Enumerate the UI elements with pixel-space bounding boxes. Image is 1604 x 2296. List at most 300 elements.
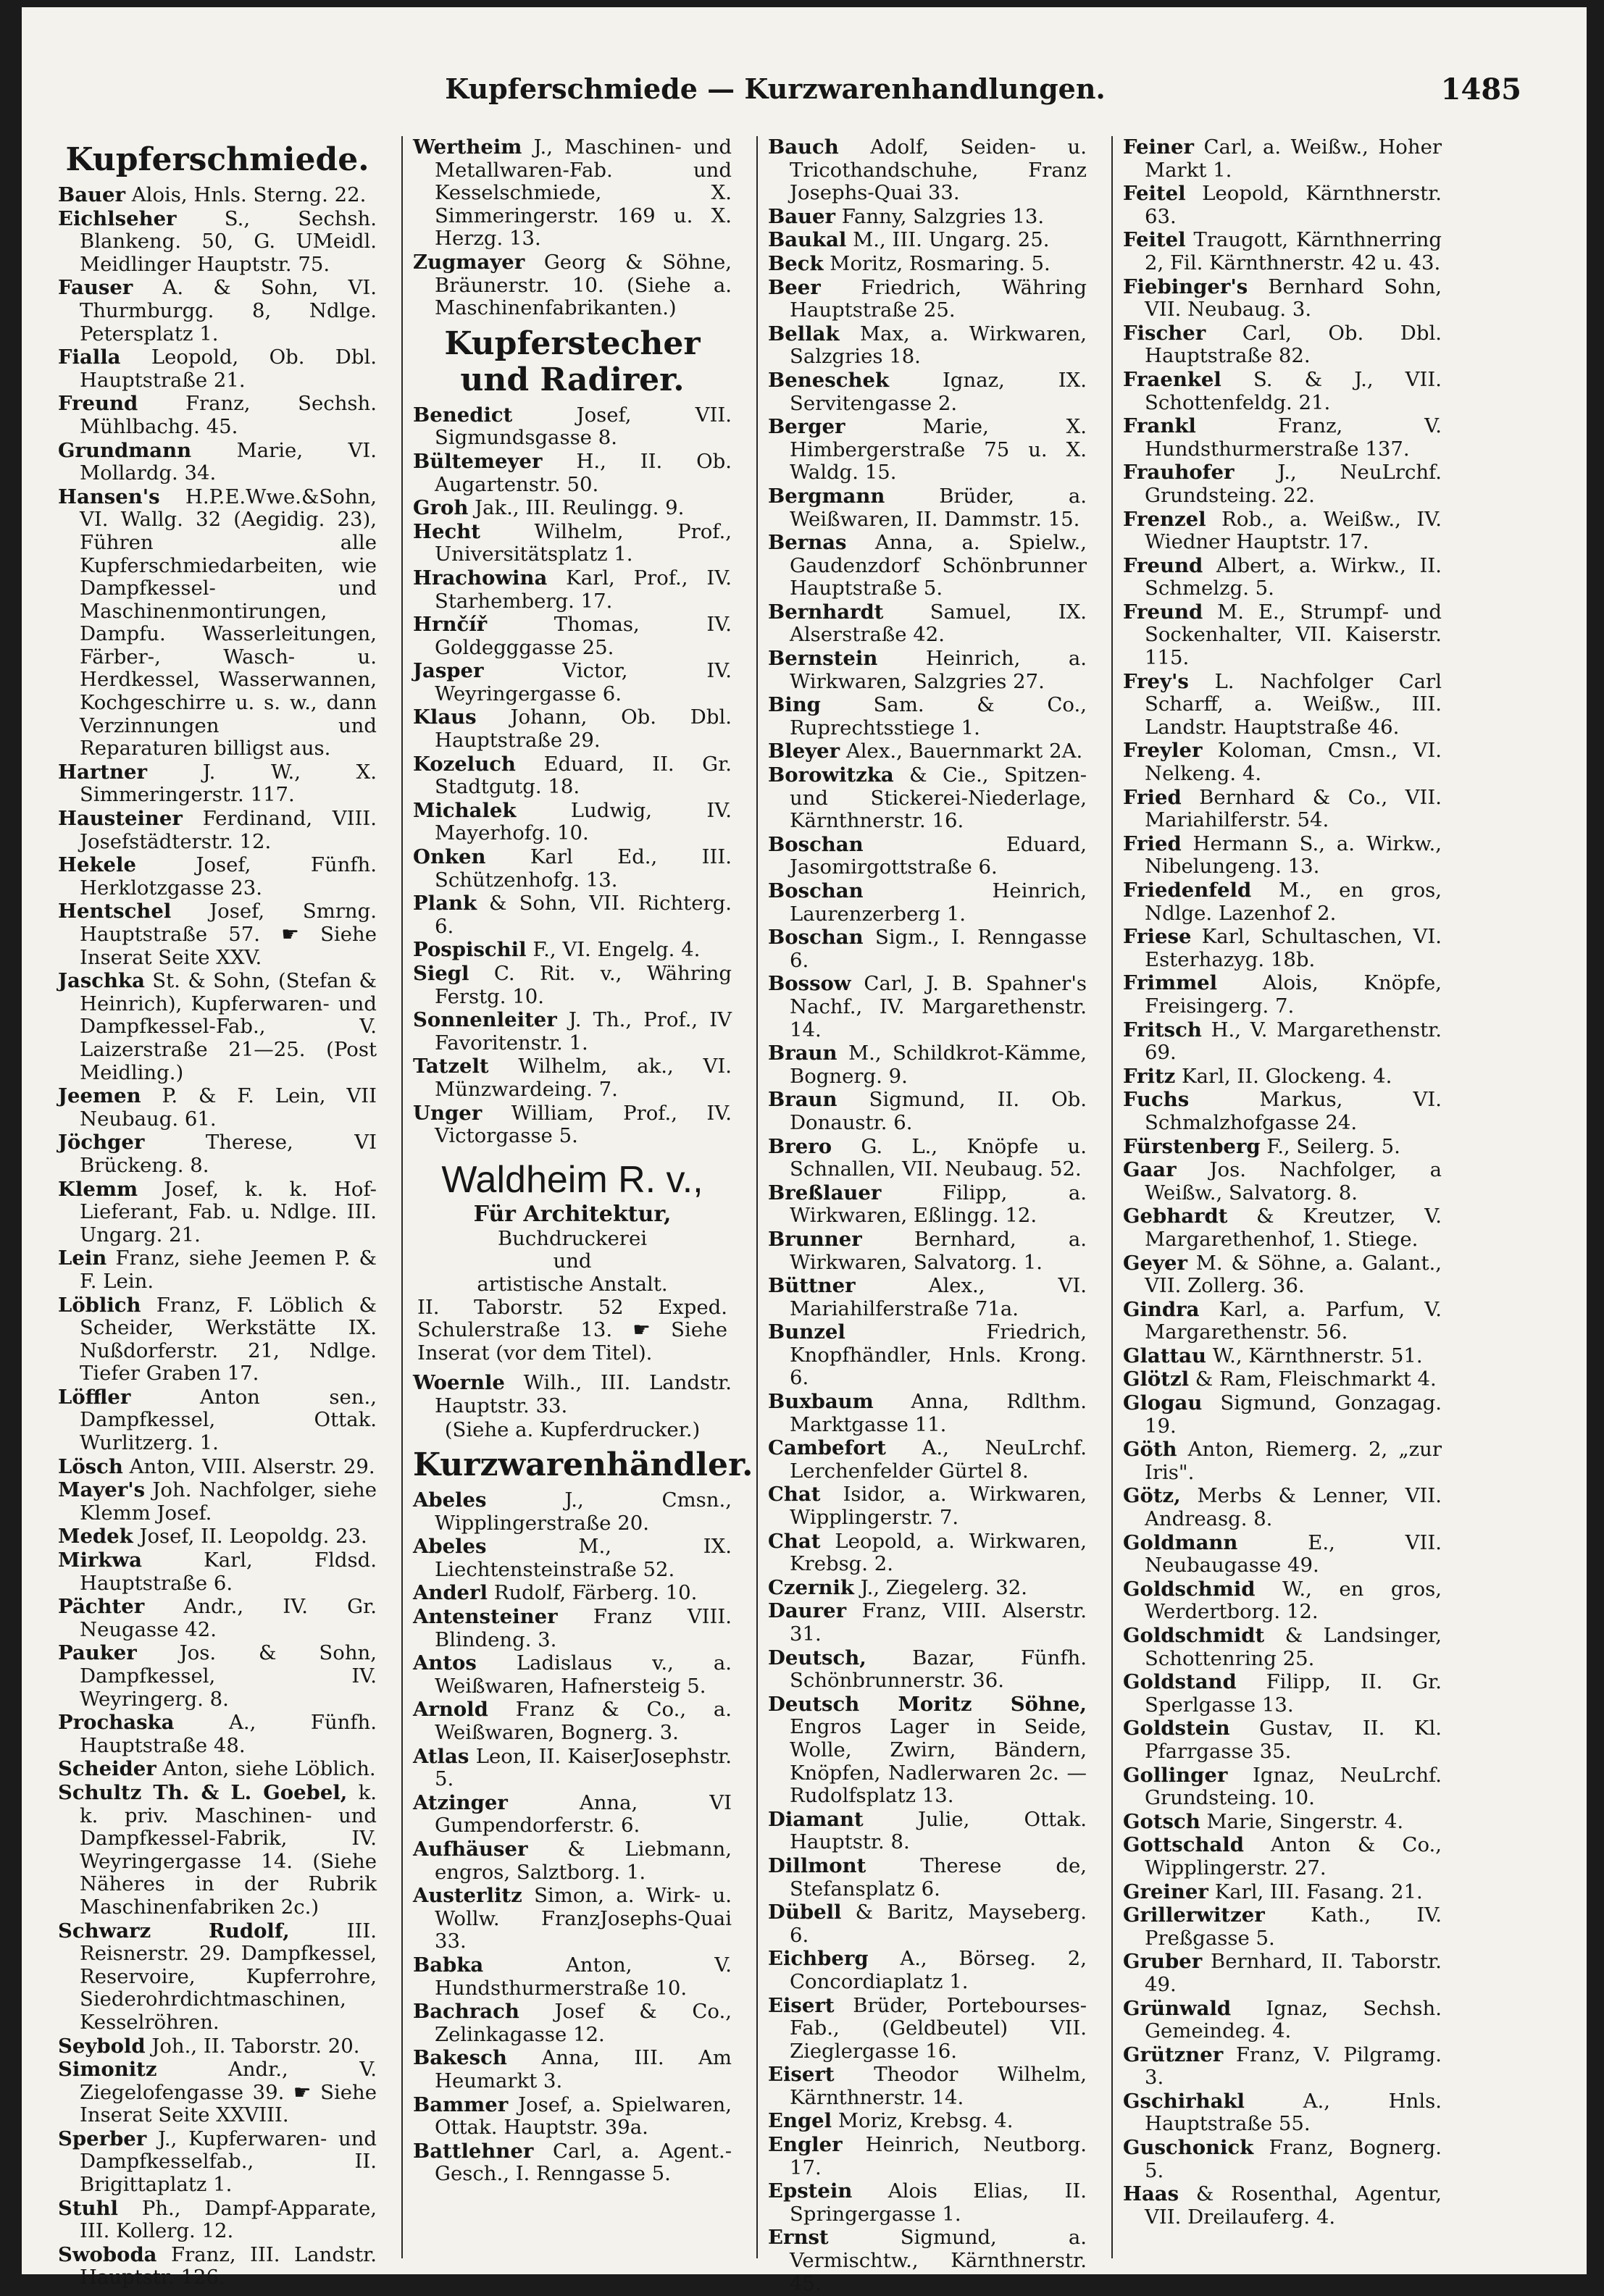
entry-details: S. & J., VII. Schottenfeldg. 21. [1145,367,1442,414]
directory-entry [413,2047,732,2092]
entry-name: Fialla [58,345,121,369]
directory-entry [768,2226,1087,2295]
entry-details: Friedrich, Währing Hauptstraße 25. [790,275,1087,322]
entry-name: Büttner [768,1274,856,1298]
entry-name: Boschan [768,926,864,950]
entry-details: Ladislaus v., a. Weißwaren, Hafnersteig 5. [435,1651,732,1698]
entry-name: Goldschmid [1123,1577,1256,1601]
entry-name: Grützner [1123,2042,1224,2066]
entry-details: Josef, k. k. Hof-Lieferant, Fab. u. Ndlge. III. Ungarg. 21. [80,1177,377,1247]
directory-entry [1123,276,1442,322]
entry-details: Johann, Ob. Dbl. Hauptstraße 29. [435,705,732,753]
directory-entry [1123,1299,1442,1344]
entry-name: Pächter [58,1595,145,1619]
entry-details: Franz, Sechsh. Mühlbachg. 45. [80,392,377,438]
directory-entry [1123,2183,1442,2229]
entry-name: Bültemeyer [413,449,543,473]
directory-entry [768,601,1087,647]
directory-entry [413,1885,732,1953]
entry-list [58,184,377,2289]
entry-details: Leopold, Ob. Dbl. Hauptstraße 21. [80,345,377,392]
entry-list [768,136,1087,2295]
directory-entry [58,440,377,485]
directory-entry [768,2180,1087,2226]
entry-name: Gindra [1123,1297,1200,1321]
entry-name: Geyer [1123,1251,1187,1275]
entry-details: Koloman, Cmsn., VI. Nelkeng. 4. [1145,739,1442,786]
entry-details: & Cie., Spitzen- und Stickerei-Niederlage, Kärnthnerstr. 16. [790,763,1087,833]
directory-entry [768,1809,1087,1854]
entry-details: C. Rit. v., Währing Ferstg. 10. [435,962,732,1008]
entry-name: Glogau [1123,1391,1203,1415]
directory-entry [1123,972,1442,1018]
entry-name: Fauser [58,276,133,300]
entry-name: Hrachowina [413,566,548,590]
entry-details: M., en gros, Ndlge. Lazenhof 2. [1145,879,1442,925]
entry-details: k. k. priv. Maschinen- und Dampfkessel-Fabrik, IV. Weyringergasse 14. (Siehe Näheres in der Rubrik Maschinenfabriken 2c.) [80,1780,377,1919]
entry-details: Anton & Co., Wipplingerstr. 27. [1145,1833,1442,1880]
entry-name: Lösch [58,1454,123,1478]
entry-details: J., Ziegelerg. 32. [860,1575,1027,1599]
entry-details: Wilh., III. Landstr. Hauptstr. 33. [435,1371,732,1417]
directory-entry [768,369,1087,415]
directory-entry [58,2244,377,2289]
entry-details: Karl, Schultaschen, VI. Esterhazyg. 18b. [1145,925,1442,971]
entry-name: Hentschel [58,900,172,923]
directory-entry [1123,787,1442,832]
entry-details: Alois Elias, II. Springergasse 1. [790,2179,1087,2226]
entry-details: Alex., Bauernmarkt 2A. [845,740,1083,763]
entry-name: Epstein [768,2179,853,2203]
directory-entry [768,740,1087,763]
column-2 [413,135,753,2187]
entry-name: Michalek [413,798,517,822]
directory-entry [58,2035,377,2058]
entry-name: Frankl [1123,414,1196,438]
entry-details: Therese de, Stefansplatz 6. [790,1853,1087,1901]
directory-entry [413,1792,732,1838]
directory-entry [58,393,377,438]
ad-address: II. Taborstr. 52 Exped. Schulerstraße 13. ☛ Siehe Inserat (vor dem Titel). [417,1295,727,1365]
entry-details: Karl, Fldsd. Hauptstraße 6. [80,1549,377,1595]
entry-name: Bellak [768,322,840,345]
entry-name: Freund [1123,600,1203,624]
entry-details: Jos. Nachfolger, a Weißw., Salvatorg. 8. [1145,1158,1442,1204]
entry-name: Woernle [413,1371,505,1395]
entry-details: J., Cmsn., Wipplingerstraße 20. [435,1488,732,1535]
directory-entry [58,486,377,761]
entry-details: Franz, Bognerg. 5. [1145,2136,1442,2182]
entry-details: Josef, Fünfh. Herklotzgasse 23. [80,853,377,900]
directory-entry [1123,740,1442,785]
directory-entry [1123,2137,1442,2182]
entry-name: Tatzelt [413,1055,489,1078]
entry-details: Andr., IV. Gr. Neugasse 42. [80,1595,377,1641]
directory-entry [58,970,377,1084]
directory-entry [58,1456,377,1479]
entry-details: Victor, IV. Weyringergasse 6. [435,659,732,705]
entry-name: Bauer [58,183,126,206]
entry-details: Anton, siehe Löblich. [162,1757,376,1781]
directory-entry [768,648,1087,693]
entry-name: Guschonick [1123,2136,1254,2160]
entry-name: Antensteiner [413,1605,558,1629]
directory-entry [413,846,732,892]
directory-entry [768,2110,1087,2133]
running-title: Kupferschmiede — Kurzwarenhandlungen. [445,72,1106,105]
entry-name: Chat [768,1483,821,1507]
directory-entry [1123,1625,1442,1670]
directory-entry [1123,1578,1442,1624]
column-rule [1111,136,1113,2258]
cross-reference-note: (Siehe a. Kupferdrucker.) [444,1417,701,1441]
directory-entry [1123,1951,1442,1996]
directory-entry [1123,229,1442,275]
directory-entry [768,253,1087,276]
directory-entry [768,1391,1087,1436]
directory-entry [58,1549,377,1595]
entry-name: Unger [413,1101,483,1125]
section-heading-kupferschmiede: Kupferschmiede. [65,141,369,178]
entry-name: Fritz [1123,1064,1176,1088]
entry-name: Klaus [413,705,477,729]
entry-details: & Landsinger, Schottenring 25. [1145,1624,1442,1670]
entry-name: Eisert [768,2063,835,2087]
entry-details: J., Maschinen- und Metallwaren-Fab. und Kesselschmiede, X. Simmeringerstr. 169 u. X. Herzg. 13. [435,135,732,251]
entry-name: Greiner [1123,1880,1208,1903]
entry-details: Carl, a. Agent.-Gesch., I. Renngasse 5. [435,2139,732,2186]
directory-entry [768,880,1087,926]
entry-name: Ernst [768,2226,829,2250]
directory-entry [1123,1392,1442,1438]
directory-entry [768,1437,1087,1483]
entry-name: Austerlitz [413,1884,522,1908]
entry-name: Hrnčíř [413,613,488,637]
directory-entry [413,521,732,566]
entry-name: Eichberg [768,1947,869,1971]
directory-entry [1123,1485,1442,1530]
entry-details: Moriz, Krebsg. 4. [837,2109,1014,2133]
entry-name: Löffler [58,1385,131,1409]
entry-details: J., Kupferwaren- und Dampfkesselfab., II. Brigittaplatz 1. [80,2127,377,2197]
entry-details: Bernhard, II. Taborstr. 49. [1145,1950,1442,1996]
entry-name: Bossow [768,972,851,996]
entry-details: Moritz, Rosmaring. 5. [830,251,1050,275]
entry-name: Onken [413,845,486,869]
entry-details: Eduard, Jasomirgottstraße 6. [790,832,1087,879]
column-4 [1123,136,1442,2229]
entry-details: Franz, VIII. Alserstr. 31. [790,1599,1087,1646]
entry-details: Josef, VII. Sigmundsgasse 8. [435,403,732,450]
directory-entry [768,323,1087,369]
directory-entry [1123,1159,1442,1204]
entry-details: Franz & Co., a. Weißwaren, Bognerg. 3. [435,1698,732,1745]
entry-details: Sigmund, Gonzagag. 19. [1145,1391,1442,1438]
entry-name: Gruber [1123,1950,1203,1974]
advertisement-waldheim [413,1158,732,1365]
directory-entry [1123,1717,1442,1763]
entry-name: Abeles [413,1535,487,1559]
entry-details: Heinrich, Laurenzerberg 1. [790,879,1087,926]
entry-name: Freyler [1123,739,1203,763]
entry-details: Therese, VI Brückeng. 8. [80,1131,377,1177]
entry-name: Benedict [413,403,513,427]
entry-name: Engel [768,2109,832,2133]
entry-name: Stuhl [58,2196,118,2220]
directory-entry [413,1582,732,1605]
directory-entry [413,1652,732,1698]
entry-details: Sigmund, a. Vermischtw., Kärnthnerstr. 45. [790,2226,1087,2295]
directory-entry [413,1954,732,2000]
directory-entry [1123,1834,1442,1880]
directory-entry [1123,1089,1442,1134]
entry-name: Bernstein [768,647,878,671]
entry-name: Gebhardt [1123,1204,1228,1228]
entry-details: & Sohn, VII. Richterg. 6. [435,892,732,938]
entry-name: Fuchs [1123,1088,1190,1112]
entry-details: P. & F. Lein, VII Neubaug. 61. [80,1084,377,1131]
directory-entry [768,2134,1087,2179]
directory-entry [58,1178,377,1247]
entry-list [413,136,732,320]
entry-details: Anton sen., Dampfkessel, Ottak. Wurlitzerg. 1. [80,1385,377,1455]
directory-entry [58,208,377,277]
directory-entry [1123,1136,1442,1159]
entry-name: Siegl [413,962,469,985]
entry-name: Feiner [1123,135,1194,159]
directory-entry [413,1838,732,1884]
entry-list [413,1489,732,2186]
directory-entry [413,1606,732,1651]
ad-line: artistische Anstalt. [477,1272,668,1296]
directory-entry [413,1009,732,1055]
entry-details: M. E., Strumpf- und Sockenhalter, VII. Kaiserstr. 115. [1145,600,1442,670]
entry-details: A., Hnls. Hauptstraße 55. [1145,2089,1442,2136]
entry-name: Beck [768,251,824,275]
entry-name: Gotsch [1123,1809,1200,1833]
entry-name: Dillmont [768,1853,866,1877]
entry-details: Eduard, II. Gr. Stadtgutg. 18. [435,752,732,799]
directory-entry [768,277,1087,322]
entry-name: Prochaska [58,1711,175,1735]
directory-entry [768,1089,1087,1134]
entry-details: Carl, a. Weißw., Hoher Markt 1. [1145,135,1442,182]
entry-details: Franz, siehe Jeemen P. & F. Lein. [80,1247,377,1293]
entry-name: Mayer's [58,1478,146,1502]
directory-entry [1123,2044,1442,2090]
entry-details: Marie, Singerstr. 4. [1206,1809,1404,1833]
directory-entry [413,2000,732,2046]
entry-name: Freund [1123,553,1203,577]
entry-name: Diamant [768,1807,864,1831]
entry-details: Anna, III. Am Heumarkt 3. [435,2046,732,2092]
directory-entry [413,136,732,251]
directory-entry [58,184,377,207]
entry-name: Pauker [58,1641,137,1665]
directory-entry [58,277,377,345]
entry-name: Jasper [413,659,484,683]
directory-entry [58,808,377,853]
entry-details: & Rosenthal, Agentur, VII. Dreilauferg. 4. [1145,2182,1442,2229]
entry-details: Anna, Rdlthm. Marktgasse 11. [790,1390,1087,1436]
entry-details: S., Sechsh. Blankeng. 50, G. UMeidl. Meidlinger Hauptstr. 75. [80,206,377,276]
directory-entry [58,2058,377,2127]
entry-name: Goldmann [1123,1530,1238,1554]
entry-details: Franz, V. Hundsthurmerstraße 137. [1145,414,1442,461]
entry-details: III. Reisnerstr. 29. Dampfkessel, Reservoire, Kupferrohre, Siederohrdichtmaschinen, Kesselröhren. [80,1919,377,2034]
ad-firm-name: Waldheim R. v., [441,1158,703,1201]
entry-details: Fanny, Salzgries 13. [841,204,1045,228]
directory-entry [413,1746,732,1791]
entry-name: Plank [413,892,477,916]
entry-name: Klemm [58,1177,138,1201]
entry-name: Beer [768,275,821,299]
directory-entry [768,1577,1087,1600]
entry-details: Josef & Co., Zelinkagasse 12. [435,2000,732,2046]
directory-entry [413,1489,732,1535]
entry-details: Ludwig, IV. Mayerhofg. 10. [435,798,732,845]
directory-entry [58,900,377,969]
entry-details: Alex., VI. Mariahilferstraße 71a. [790,1274,1087,1320]
entry-details: Samuel, IX. Alserstraße 42. [790,600,1087,647]
directory-entry [413,1102,732,1148]
entry-details: M., Schildkrot-Kämme, Bognerg. 9. [790,1042,1087,1088]
entry-name: Bachrach [413,2000,519,2024]
directory-entry [413,706,732,752]
entry-name: Daurer [768,1599,847,1623]
entry-details: & Liebmann, engros, Salztborg. 1. [435,1838,732,1884]
directory-entry [413,497,732,520]
entry-name: Eisert [768,1993,835,2017]
directory-entry [1123,136,1442,182]
entry-name: Jöchger [58,1131,145,1155]
directory-entry [1123,369,1442,414]
entry-name: Hausteiner [58,807,183,831]
entry-name: Groh [413,496,469,520]
entry-name: Kozeluch [413,752,516,776]
entry-name: Medek [58,1525,133,1549]
entry-name: Brunner [768,1227,862,1251]
directory-entry [413,2094,732,2140]
entry-name: Göth [1123,1438,1177,1462]
entry-details: Franz, III. Landstr. Hauptstr. 126. [80,2242,377,2289]
directory-entry [768,694,1087,740]
entry-details: Theodor Wilhelm, Kärnthnerstr. 14. [790,2063,1087,2109]
directory-entry [1123,879,1442,925]
directory-entry [413,1055,732,1101]
directory-entry [1123,2090,1442,2136]
entry-name: Buxbaum [768,1390,874,1414]
entry-details: Carl, J. B. Spahner's Nachf., IV. Margarethenstr. 14. [790,972,1087,1042]
column-1 [58,136,377,2290]
entry-details: Alois, Knöpfe, Freisingerg. 7. [1145,971,1442,1018]
entry-name: Seybold [58,2034,146,2058]
entry-details: Jos. & Sohn, Dampfkessel, IV. Weyringerg. 8. [80,1641,377,1711]
directory-entry [413,892,732,938]
entry-name: Schultz Th. & L. Goebel, [58,1780,348,1804]
directory-entry [58,1386,377,1455]
entry-details: Thomas, IV. Goldegggasse 25. [435,613,732,659]
entry-name: Gollinger [1123,1763,1228,1787]
entry-details: Brüder, Portebourses-Fab., (Geldbeutel) VII. Zieglergasse 16. [790,1993,1087,2063]
entry-details: Filipp, II. Gr. Sperlgasse 13. [1145,1670,1442,1717]
directory-entry [768,1042,1087,1088]
entry-details: Andr., V. Ziegelofengasse 39. ☛ Siehe Inserat Seite XXVIII. [80,2058,377,2127]
entry-name: Scheider [58,1757,156,1781]
entry-name: Braun [768,1042,837,1065]
entry-name: Antos [413,1651,477,1675]
entry-name: Beneschek [768,368,890,392]
entry-name: Simonitz [58,2058,157,2082]
entry-name: Sonnenleiter [413,1008,557,1032]
entry-name: Wertheim [413,135,522,159]
directory-entry [58,1596,377,1641]
entry-name: Swoboda [58,2242,157,2266]
directory-entry [768,1600,1087,1646]
entry-details: Julie, Ottak. Hauptstr. 8. [790,1807,1087,1854]
directory-entry [1123,415,1442,461]
entry-details: Albert, a. Wirkw., II. Schmelzg. 5. [1145,553,1442,600]
entry-details: Hermann S., a. Wirkw., Nibelungeng. 13. [1145,831,1442,879]
directory-entry [58,1642,377,1711]
entry-name: Lein [58,1247,107,1270]
entry-details: Georg & Söhne, Bräunerstr. 10. (Siehe a. Maschinenfabrikanten.) [435,250,732,320]
entry-name: Bammer [413,2092,509,2116]
directory-entry [58,1920,377,2035]
entry-name: Aufhäuser [413,1838,528,1861]
directory-entry [768,416,1087,485]
ad-line: Buchdruckerei [497,1226,648,1250]
directory-entry [413,1535,732,1581]
entry-details: Ph., Dampf-Apparate, III. Kollerg. 12. [80,2196,377,2243]
entry-details: Friedrich, Knopfhändler, Hnls. Krong. 6. [790,1320,1087,1390]
directory-entry [413,1372,732,1417]
entry-details: H., II. Ob. Augartenstr. 50. [435,449,732,496]
entry-name: Dübell [768,1901,842,1924]
entry-details: Bernhard & Co., VII. Mariahilferstr. 54. [1145,785,1442,832]
entry-name: Hecht [413,519,480,543]
directory-page [22,7,1587,2295]
entry-details: Anton, VIII. Alserstr. 29. [129,1454,375,1478]
entry-name: Gottschald [1123,1833,1244,1857]
entry-name: Brero [768,1134,832,1158]
entry-name: Boschan [768,879,864,902]
entry-details: Karl, Prof., IV. Starhemberg. 17. [435,566,732,613]
entry-name: Schwarz Rudolf, [58,1919,290,1943]
entry-details: Karl Ed., III. Schützenhofg. 13. [435,845,732,892]
entry-details: Wilhelm, Prof., Universitätsplatz 1. [435,519,732,566]
entry-details: Bernhard, a. Wirkwaren, Salvatorg. 1. [790,1227,1087,1274]
entry-details: Marie, X. Himbergerstraße 75 u. X. Waldg. 15. [790,415,1087,485]
entry-details: Bernhard Sohn, VII. Neubaug. 3. [1145,275,1442,322]
directory-entry [768,485,1087,531]
entry-name: Jaschka [58,969,145,993]
entry-details: Traugott, Kärnthnerring 2, Fil. Kärnthnerstr. 42 u. 43. [1145,228,1442,275]
directory-entry [1123,1811,1442,1834]
entry-name: Bing [768,693,821,717]
entry-details: & Ram, Fleischmarkt 4. [1195,1367,1437,1391]
directory-entry [1123,1881,1442,1904]
entry-name: Bunzel [768,1320,845,1344]
directory-entry [1123,833,1442,879]
directory-entry [768,834,1087,879]
directory-entry [1123,671,1442,740]
entry-details: William, Prof., IV. Victorgasse 5. [435,1101,732,1148]
entry-details: Sigmund, II. Ob. Donaustr. 6. [790,1088,1087,1134]
entry-details: Max, a. Wirkwaren, Salzgries 18. [790,322,1087,369]
entry-name: Grünwald [1123,1996,1232,2020]
entry-name: Bleyer [768,740,840,763]
